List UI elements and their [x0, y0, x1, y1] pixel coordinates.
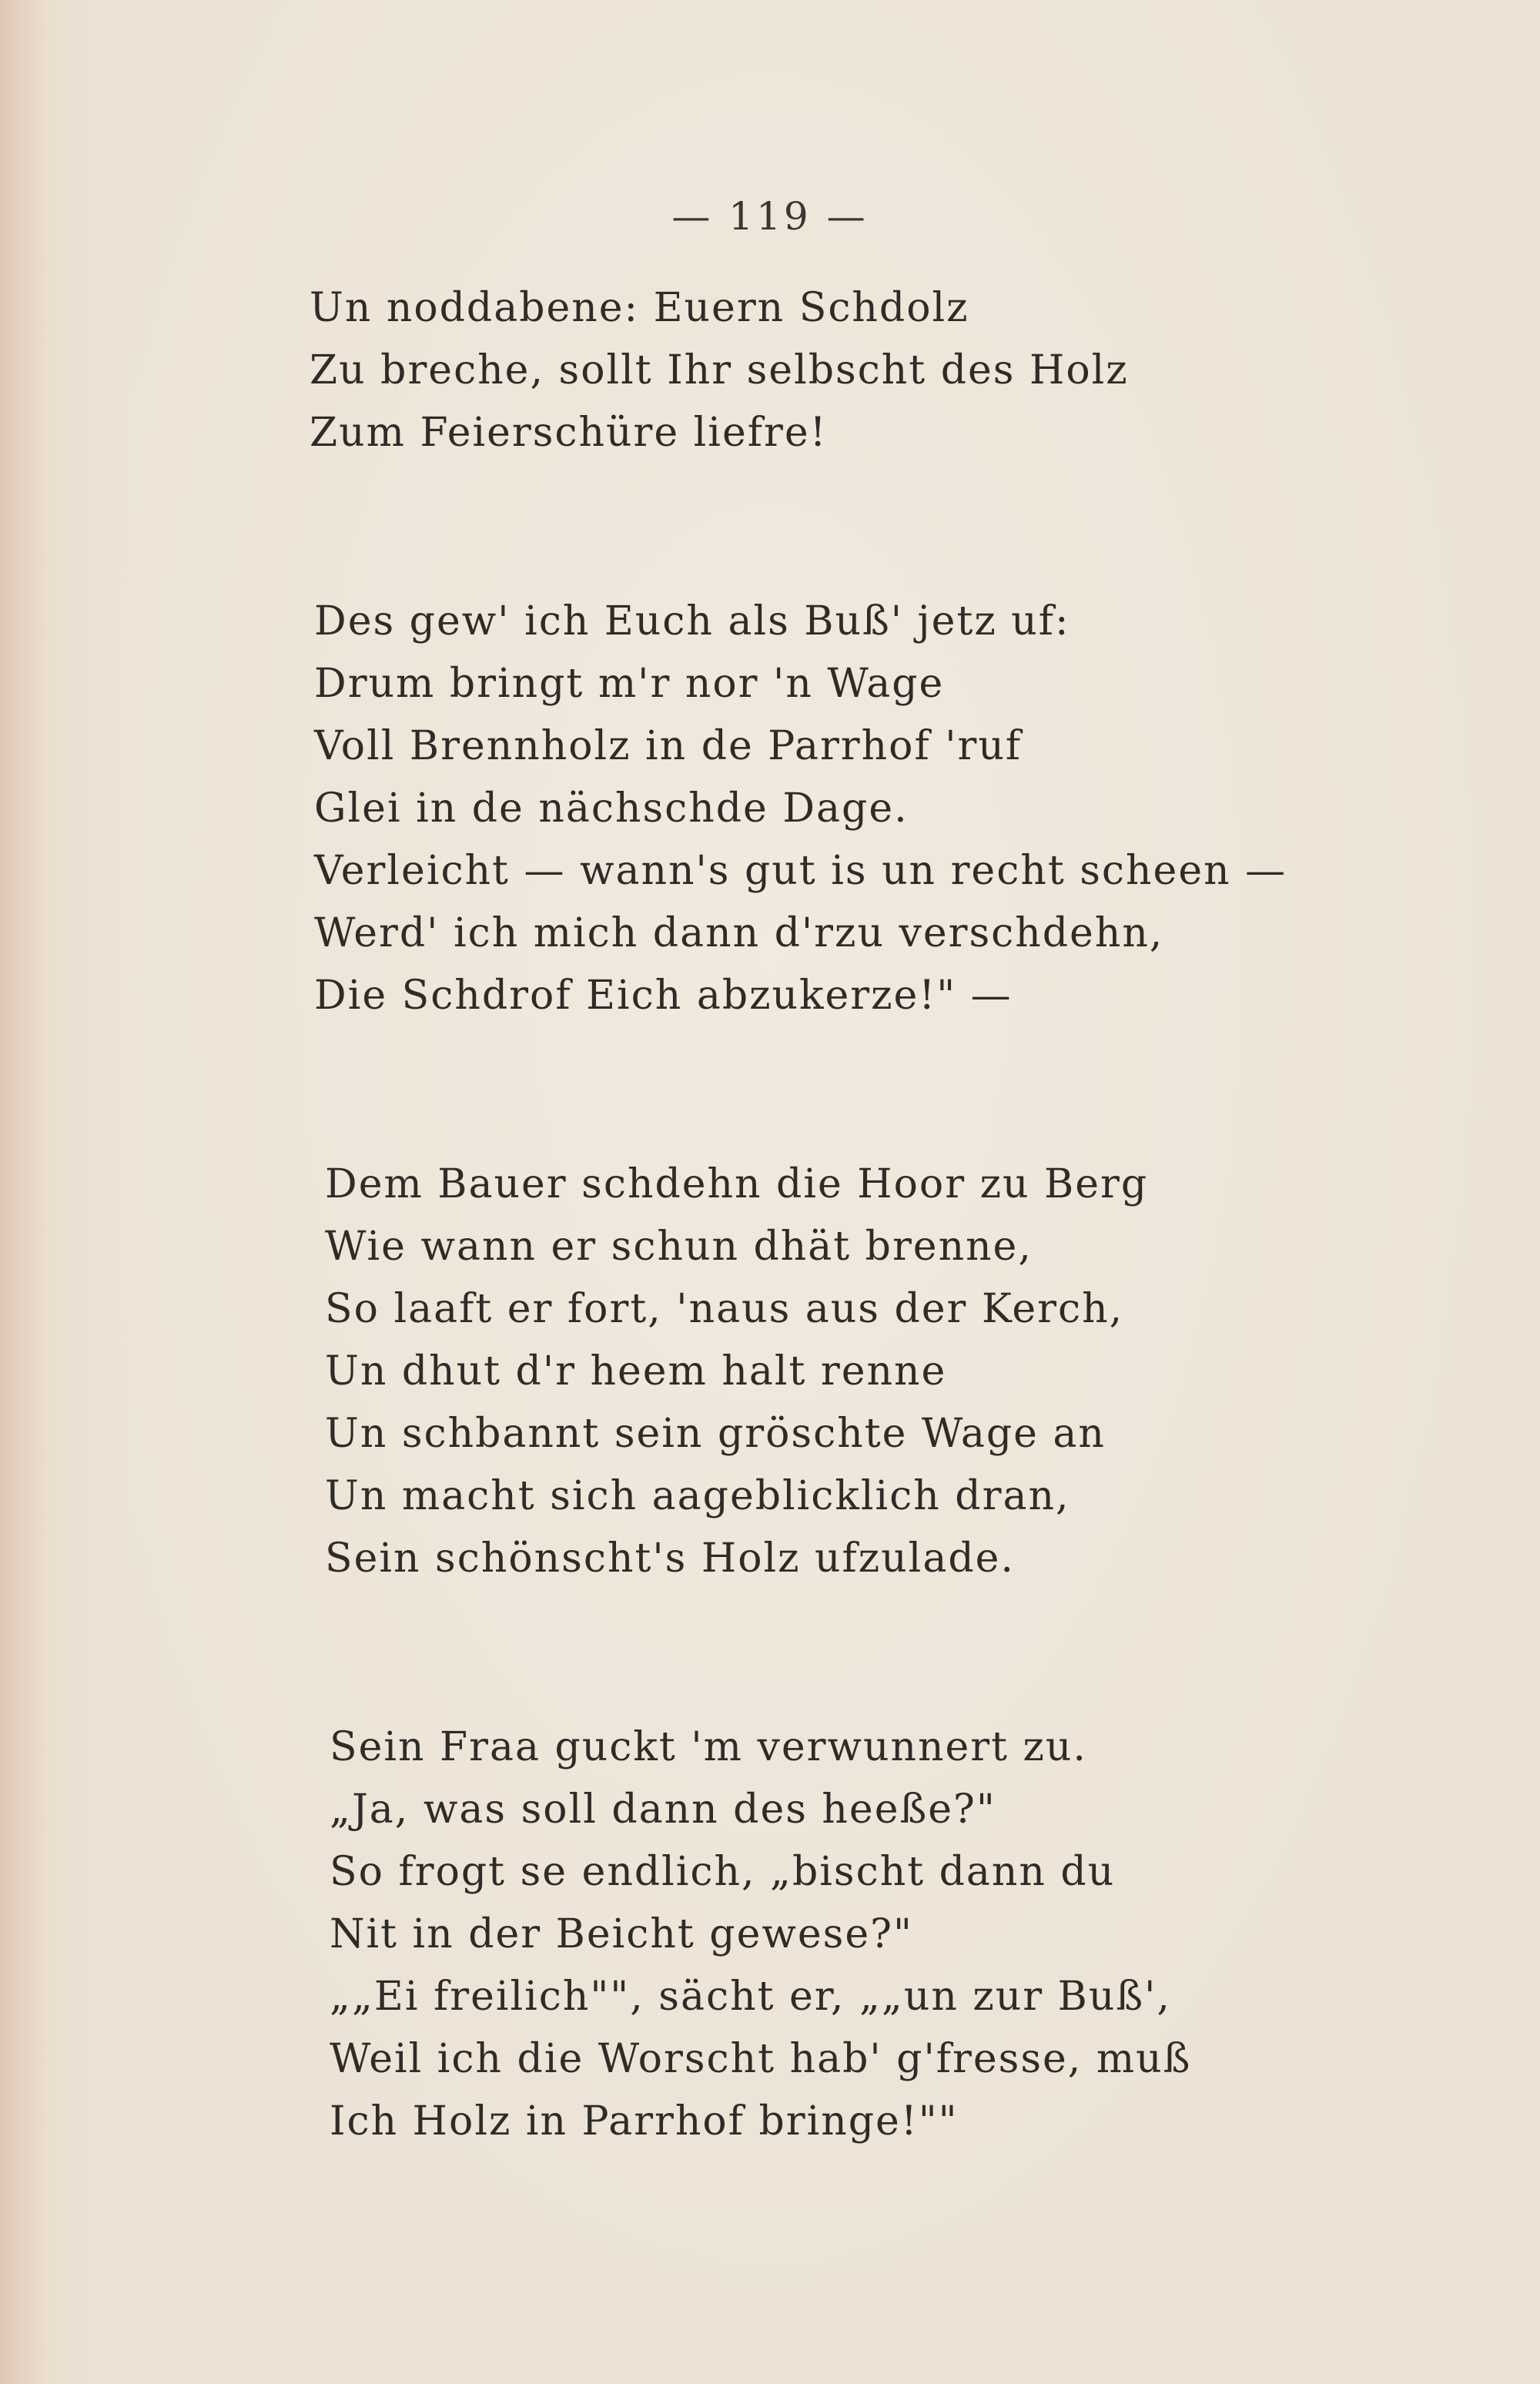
verse-line: Des gew' ich Euch als Buß' jetz uf:: [314, 598, 1070, 645]
verse-line: So laaft er fort, 'naus aus der Kerch,: [325, 1286, 1124, 1332]
verse-line: Drum bringt m'r nor 'n Wage: [314, 661, 945, 707]
stanza: [310, 1716, 1372, 2153]
verse-line: Werd' ich mich dann d'rzu verschdehn,: [314, 910, 1164, 956]
stanza: [310, 591, 1372, 1027]
verse-line: Voll Brennholz in de Parrhof 'ruf: [314, 723, 1023, 769]
page-number: — 119 —: [671, 194, 869, 239]
verse-line: Sein schönscht's Holz ufzulade.: [325, 1535, 1015, 1582]
verse-line: Un schbannt sein gröschte Wage an: [325, 1411, 1106, 1457]
verse-line: Die Schdrof Eich abzukerze!" —: [314, 973, 1013, 1019]
verse-line: Glei in de nächschde Dage.: [314, 785, 909, 832]
verse-line: Ich Holz in Parrhof bringe!"": [330, 2098, 959, 2145]
verse-line: „„Ei freilich"", sächt er, „„un zur Buß',: [330, 1974, 1171, 2020]
stanza: [310, 277, 1372, 464]
verse-line: Weil ich die Worscht hab' g'fresse, muß: [330, 2036, 1192, 2082]
verse-line: Sein Fraa guckt 'm verwunnert zu.: [330, 1724, 1087, 1770]
verse-line: Zu breche, sollt Ihr selbscht des Holz: [310, 347, 1129, 393]
verse-line: „Ja, was soll dann des heeße?": [330, 1786, 996, 1833]
verse-line: So frogt se endlich, „bischt dann du: [330, 1849, 1116, 1895]
verse-line: Nit in der Beicht gewese?": [330, 1911, 913, 1957]
verse-line: Un dhut d'r heem halt renne: [325, 1348, 947, 1395]
verse-line: Un macht sich aageblicklich dran,: [325, 1473, 1070, 1519]
stanza: [310, 1153, 1372, 1590]
verse-line: Dem Bauer schdehn die Hoor zu Berg: [325, 1161, 1149, 1207]
verse-line: Wie wann er schun dhät brenne,: [325, 1224, 1033, 1270]
verse-line: Un noddabene: Euern Schdolz: [310, 285, 969, 331]
verse-line: Zum Feierschüre liefre!: [310, 410, 828, 456]
verse-line: Verleicht — wann's gut is un recht scheen —: [314, 848, 1287, 894]
poem-text: [310, 277, 1372, 2279]
